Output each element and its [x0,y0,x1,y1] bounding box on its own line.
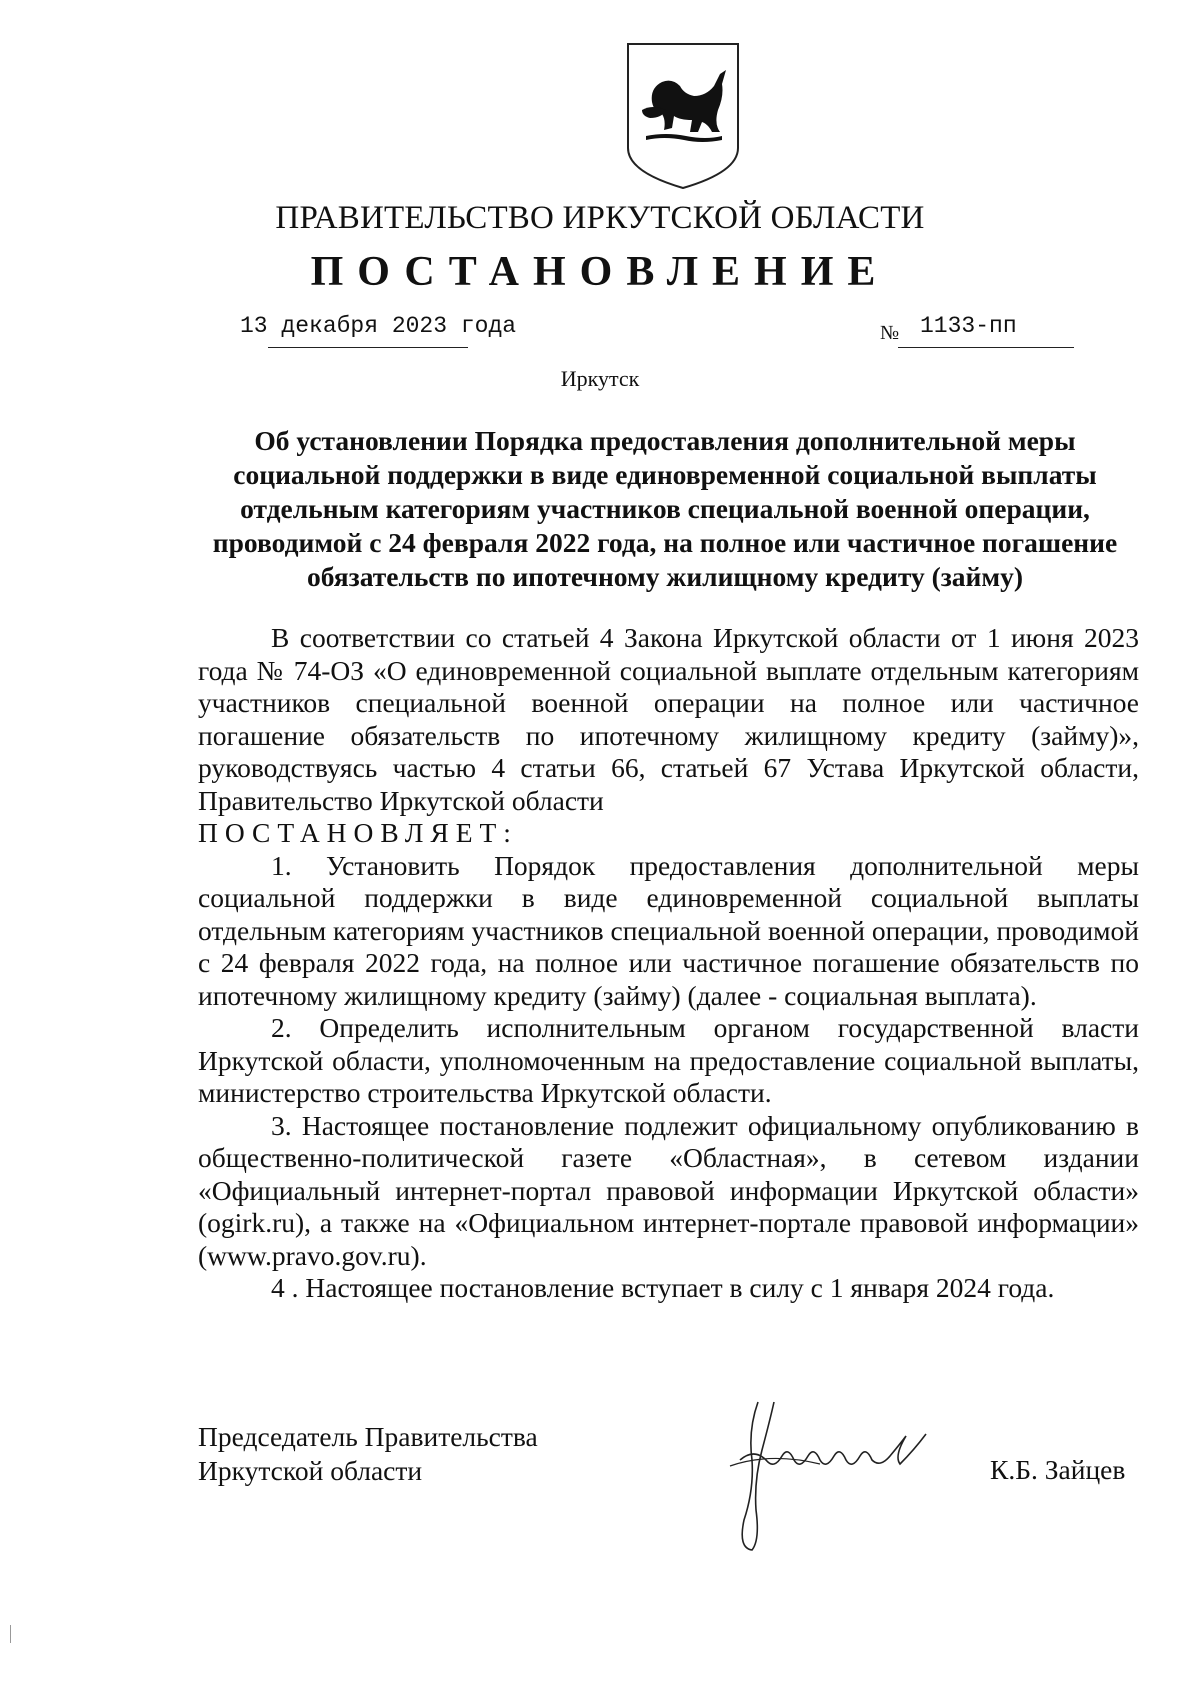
signatory-title [198,1420,538,1488]
item-paragraph-4: 4 . Настоящее постановление вступает в силу с 1 января 2024 года. [271,1272,1055,1303]
government-name: ПРАВИТЕЛЬСТВО ИРКУТСКОЙ ОБЛАСТИ [275,200,925,236]
document-city: Иркутск [560,366,640,391]
number-underline [898,347,1074,348]
signatory-title-line-2: Иркутской области [198,1455,423,1486]
document-date: 13 декабря 2023 года [240,313,517,339]
item-paragraph-2: 2. Определить исполнительным органом государственной власти Иркутской области, уполномоченным на предоставление социальной выплаты, министерство строительства Иркутской области. [198,1012,1139,1108]
document-body [198,622,1139,1305]
date-underline [268,347,468,348]
number-sign: № [880,322,900,344]
margin-mark [10,1625,11,1643]
document-type-title: ПОСТАНОВЛЕНИЕ [310,249,890,295]
coat-of-arms-icon [622,40,744,192]
document-number: 1133-пп [920,313,1017,339]
document-subject: Об установлении Порядка предоставления дополнительной меры социальной поддержки в виде единовременной социальной выплаты отдельным категориям участников специальной военной операции, проводимой с 24 февраля 2022 года, на полное или частичное погашение обязательств по ипотечному жилищному кредиту (займу) [212,425,1118,592]
item-paragraph-1: 1. Установить Порядок предоставления дополнительной меры социальной поддержки в виде единовременной социальной выплаты отдельным категориям участников специальной военной операции, проводимой с 24 февраля 2022 года, на полное или частичное погашение обязательств по ипотечному жилищному кредиту (займу) (далее - социальная выплата). [198,849,1139,1011]
signatory-name: К.Б. Зайцев [990,1454,1126,1485]
decree-word: ПОСТАНОВЛЯЕТ: [198,817,518,848]
preamble-paragraph: В соответствии со статьей 4 Закона Иркутской области от 1 июня 2023 года № 74-ОЗ «О единовременной социальной выплате отдельным категориям участников специальной военной операции на полное или частичное погашение обязательств по ипотечному жилищному кредиту (займу)», руководствуясь частью 4 статьи 66, статьей 67 Устава Иркутской области, Правительство Иркутской области [198,622,1139,816]
handwritten-signature [700,1390,960,1560]
item-paragraph-3: 3. Настоящее постановление подлежит официальному опубликованию в общественно-политической газете «Областная», в сетевом издании «Официальный интернет-портал правовой информации Иркутской области» (ogirk.ru), а также на «Официальном интернет-портале правовой информации» (www.pravo.gov.ru). [198,1109,1139,1271]
signatory-title-line-1: Председатель Правительства [198,1421,538,1452]
